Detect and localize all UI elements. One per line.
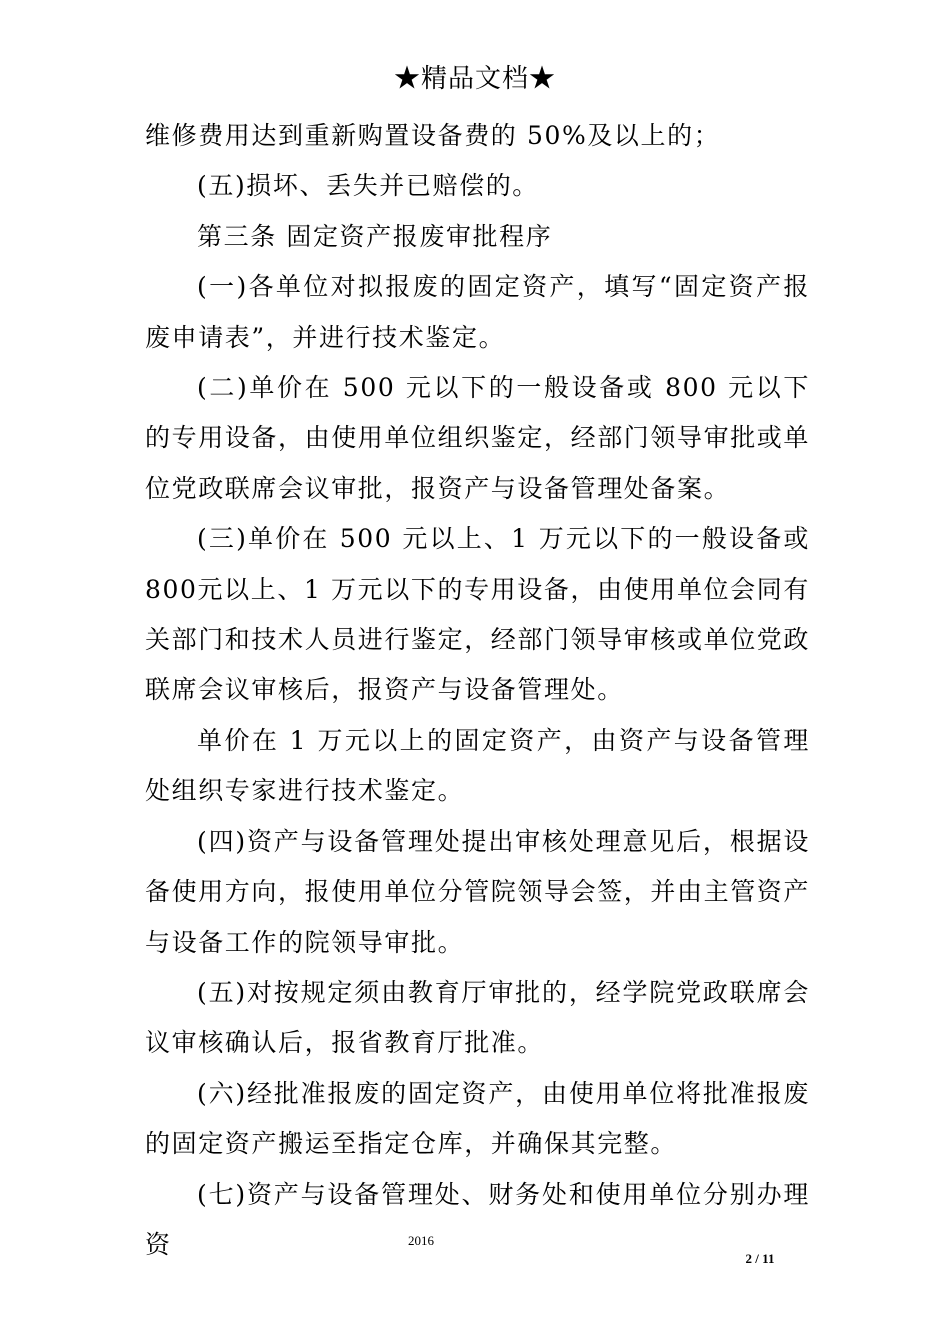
paragraph: (五)损坏、丢失并已赔偿的。 (197, 171, 539, 201)
paragraph: (三)单价在 500 元以上、1 万元以下的一般设备或 800元以上、1 万元以下的专用设备，由使用单位会同有关部门和技术人员进行鉴定，经部门领导审核或单位党政联席会议审核后，报资产与设备管理处。 (145, 524, 811, 705)
paragraph: (四)资产与设备管理处提出审核处理意见后，根据设备使用方向，报使用单位分管院领导会签，并由主管资产与设备工作的院领导审批。 (145, 826, 811, 957)
document-header: ★精品文档★ (393, 64, 556, 94)
paragraph: (五)对按规定须由教育厅审批的，经学院党政联席会议审核确认后，报省教育厅批准。 (145, 977, 810, 1058)
paragraph: 单价在 1 万元以上的固定资产，由资产与设备管理处组织专家进行技术鉴定。 (145, 725, 810, 806)
section-heading: 第三条 固定资产报废审批程序 (197, 221, 553, 251)
page-number: 2 / 11 (745, 1251, 775, 1266)
paragraph-continuation: 维修费用达到重新购置设备费的 50%及以上的； (145, 121, 721, 150)
footer-year: 2016 (408, 1233, 434, 1248)
paragraph: (七)资产与设备管理处、财务处和使用单位分别办理资 (145, 1179, 810, 1259)
document-body (145, 111, 810, 1270)
paragraph: (一)各单位对拟报废的固定资产，填写“固定资产报废申请表”，并进行技术鉴定。 (145, 272, 810, 352)
paragraph: (六)经批准报废的固定资产，由使用单位将批准报废的固定资产搬运至指定仓库，并确保其完整。 (145, 1078, 810, 1159)
paragraph: (二)单价在 500 元以下的一般设备或 800 元以下的专用设备，由使用单位组织鉴定，经部门领导审批或单位党政联席会议审批，报资产与设备管理处备案。 (145, 373, 811, 503)
